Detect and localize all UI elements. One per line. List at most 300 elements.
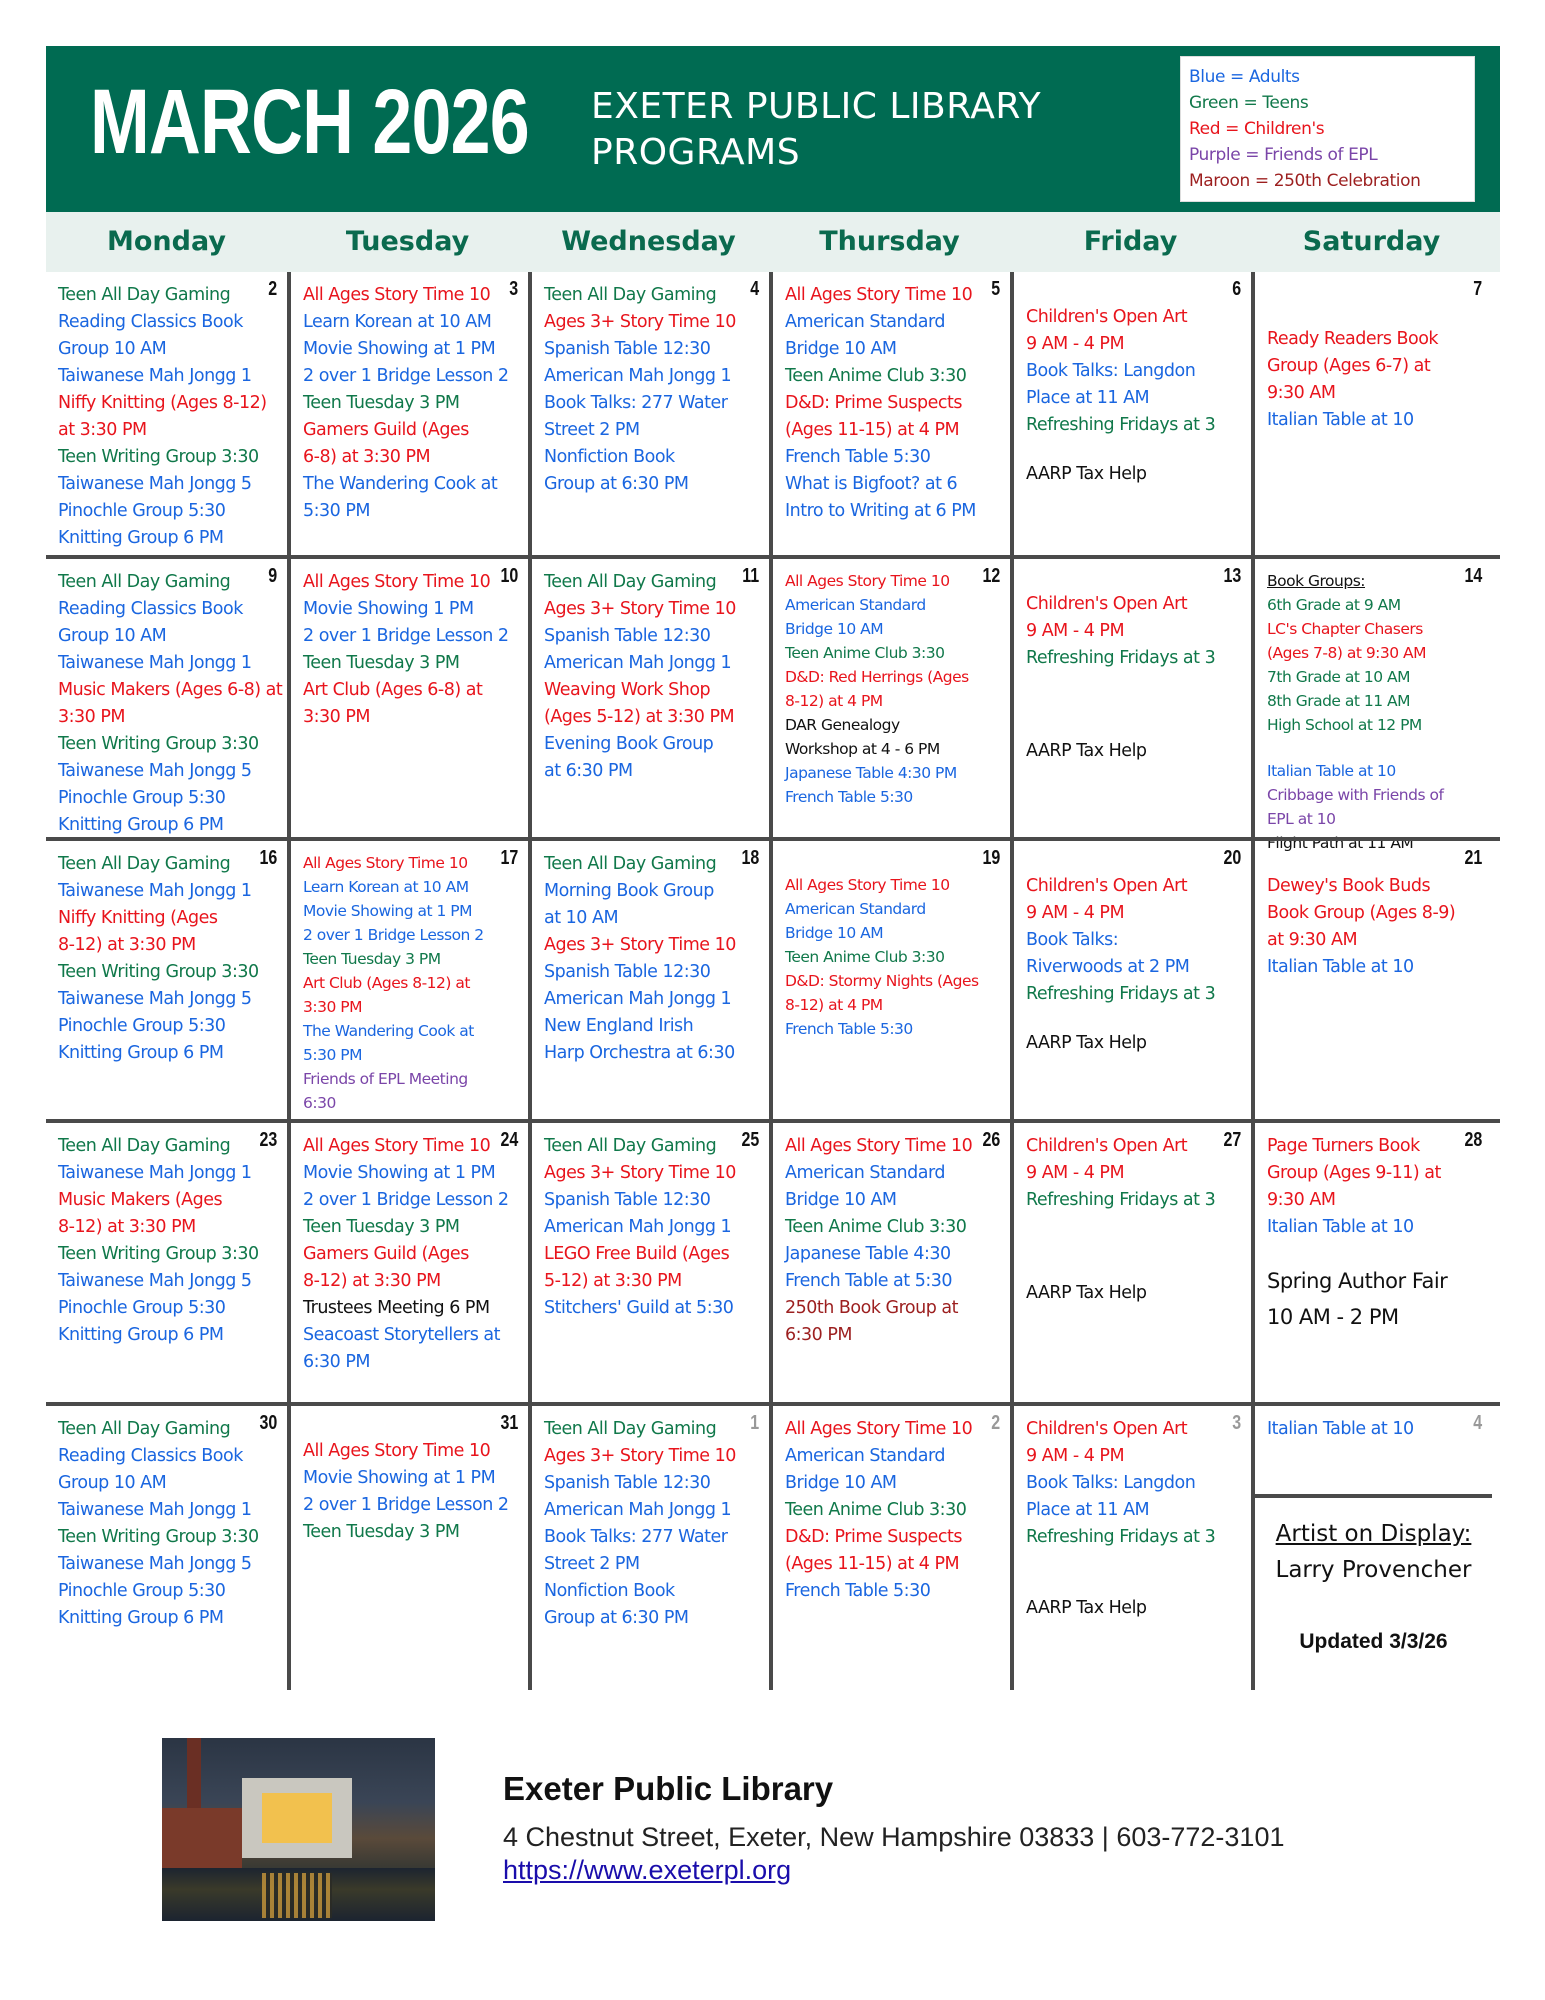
event-item: Japanese Table 4:30 xyxy=(785,1244,951,1264)
weekday-friday: Friday xyxy=(1083,226,1178,257)
spacer xyxy=(1026,1236,1243,1258)
event-item: All Ages Story Time 10 xyxy=(785,876,950,894)
event-item: Children's Open Art xyxy=(1026,594,1188,614)
event-item: Refreshing Fridays at 3 xyxy=(1026,984,1216,1004)
event-item: French Table 5:30 xyxy=(785,788,913,806)
event-item: Taiwanese Mah Jongg 5 xyxy=(58,1554,252,1574)
event-item: Reading Classics Book xyxy=(58,312,243,332)
spacer xyxy=(1026,282,1243,304)
legend-adults: Blue = Adults xyxy=(1189,67,1300,87)
event-item: Cribbage with Friends of xyxy=(1267,786,1444,804)
day-number: 13 xyxy=(1223,565,1241,587)
subtitle-line-1: EXETER PUBLIC LIBRARY xyxy=(591,86,1042,127)
event-item: Refreshing Fridays at 3 xyxy=(1026,1527,1216,1547)
event-item: EPL at 10 xyxy=(1267,810,1336,828)
day-number: 12 xyxy=(982,565,1000,587)
day-number: 6 xyxy=(1232,278,1241,300)
event-item: Spanish Table 12:30 xyxy=(544,339,711,359)
day-number: 7 xyxy=(1473,278,1482,300)
event-item: Book Talks: Langdon xyxy=(1026,1473,1196,1493)
event-item: All Ages Story Time 10 xyxy=(303,572,491,592)
day-cell xyxy=(1251,1123,1492,1402)
event-item: Group (Ages 9-11) at xyxy=(1267,1163,1441,1183)
event-item: Teen All Day Gaming xyxy=(58,854,231,874)
day-number: 25 xyxy=(741,1129,759,1151)
event-item: Pinochle Group 5:30 xyxy=(58,1581,226,1601)
event-item: Children's Open Art xyxy=(1026,876,1188,896)
event-item: Evening Book Group xyxy=(544,734,714,754)
event-item: Bridge 10 AM xyxy=(785,620,884,638)
event-item: Music Makers (Ages 6-8) at xyxy=(58,680,283,700)
event-item: Nonfiction Book xyxy=(544,1581,675,1601)
event-item: Reading Classics Book xyxy=(58,1446,243,1466)
day-cell xyxy=(1251,272,1492,555)
spacer xyxy=(1026,569,1243,591)
footer-address: 4 Chestnut Street, Exeter, New Hampshire 03833 | 603-772-3101 xyxy=(503,1822,1285,1852)
spacer xyxy=(1026,851,1243,873)
event-item: Group at 6:30 PM xyxy=(544,1608,689,1628)
day-number: 14 xyxy=(1464,565,1482,587)
event-item: Pinochle Group 5:30 xyxy=(58,788,226,808)
event-item: Teen Tuesday 3 PM xyxy=(303,653,460,673)
event-item: Place at 11 AM xyxy=(1026,1500,1150,1520)
day-cell xyxy=(528,1406,769,1690)
footer-library-name: Exeter Public Library xyxy=(503,1770,834,1807)
event-item: Teen Writing Group 3:30 xyxy=(58,1527,259,1547)
event-item: Music Makers (Ages xyxy=(58,1190,223,1210)
event-item: Teen All Day Gaming xyxy=(544,1136,717,1156)
event-item: Movie Showing 1 PM xyxy=(303,599,474,619)
event-item: D&D: Red Herrings (Ages xyxy=(785,668,969,686)
day-cell xyxy=(1010,272,1251,555)
artist-on-display xyxy=(1255,1494,1492,1654)
event-item: Teen All Day Gaming xyxy=(544,1419,717,1439)
day-cell xyxy=(1010,1406,1251,1690)
event-item: Ages 3+ Story Time 10 xyxy=(544,1163,736,1183)
spacer xyxy=(1026,439,1243,461)
event-item: Movie Showing at 1 PM xyxy=(303,1163,496,1183)
event-item: American Standard xyxy=(785,312,945,332)
event-item: AARP Tax Help xyxy=(1026,1283,1147,1303)
event-item: Movie Showing at 1 PM xyxy=(303,1468,496,1488)
day-cell xyxy=(1010,841,1251,1119)
day-number: 2 xyxy=(268,278,277,300)
event-item: 3:30 PM xyxy=(58,707,126,727)
event-item: 7th Grade at 10 AM xyxy=(1267,668,1411,686)
day-cell xyxy=(287,1123,528,1402)
day-cell xyxy=(1251,559,1492,852)
day-cell xyxy=(769,272,1010,555)
event-item: Teen All Day Gaming xyxy=(58,1136,231,1156)
event-item: Teen All Day Gaming xyxy=(544,854,717,874)
day-number: 19 xyxy=(982,847,1000,869)
event-item: American Standard xyxy=(785,1446,945,1466)
day-number: 10 xyxy=(500,565,518,587)
event-item: 8-12) at 3:30 PM xyxy=(303,1271,441,1291)
event-item: Children's Open Art xyxy=(1026,1136,1188,1156)
event-item: Book Talks: 277 Water xyxy=(544,393,728,413)
event-item: at 9:30 AM xyxy=(1267,930,1358,950)
event-item: Italian Table at 10 xyxy=(1267,1217,1414,1237)
event-item: Teen Tuesday 3 PM xyxy=(303,1217,460,1237)
event-item: Taiwanese Mah Jongg 5 xyxy=(58,761,252,781)
event-item: AARP Tax Help xyxy=(1026,464,1147,484)
event-item: Bridge 10 AM xyxy=(785,924,884,942)
event-item: Teen Anime Club 3:30 xyxy=(785,948,945,966)
event-item: 5:30 PM xyxy=(303,501,371,521)
event-item: Seacoast Storytellers at xyxy=(303,1325,501,1345)
event-item: 6:30 xyxy=(303,1094,336,1112)
calendar-header xyxy=(46,46,1500,212)
event-item: Ages 3+ Story Time 10 xyxy=(544,312,736,332)
day-cell xyxy=(46,841,287,1119)
event-item: Teen All Day Gaming xyxy=(58,572,231,592)
event-item: American Standard xyxy=(785,900,926,918)
event-item: Teen All Day Gaming xyxy=(58,1419,231,1439)
day-number: 3 xyxy=(509,278,518,300)
event-item: Teen All Day Gaming xyxy=(58,285,231,305)
day-number: 24 xyxy=(500,1129,518,1151)
event-item: Teen Writing Group 3:30 xyxy=(58,447,259,467)
event-item: Pinochle Group 5:30 xyxy=(58,501,226,521)
event-item: Page Turners Book xyxy=(1267,1136,1420,1156)
event-section-heading: Book Groups: xyxy=(1267,572,1365,590)
event-item: 8-12) at 4 PM xyxy=(785,692,883,710)
event-item: All Ages Story Time 10 xyxy=(785,1419,973,1439)
event-item: Knitting Group 6 PM xyxy=(58,528,224,548)
subtitle-line-2: PROGRAMS xyxy=(591,132,801,173)
event-item: D&D: Prime Suspects xyxy=(785,393,963,413)
spacer xyxy=(1267,1241,1484,1263)
event-item: 2 over 1 Bridge Lesson 2 xyxy=(303,366,509,386)
event-item: French Table 5:30 xyxy=(785,1581,931,1601)
event-item: Teen Writing Group 3:30 xyxy=(58,962,259,982)
event-item: 6-8) at 3:30 PM xyxy=(303,447,431,467)
weekday-monday: Monday xyxy=(107,226,226,257)
event-item: Book Group (Ages 8-9) xyxy=(1267,903,1456,923)
event-item: 8-12) at 3:30 PM xyxy=(58,935,196,955)
event-item: Italian Table at 10 xyxy=(1267,1419,1414,1439)
event-item: American Standard xyxy=(785,596,926,614)
event-item: Ages 3+ Story Time 10 xyxy=(544,935,736,955)
legend-teens: Green = Teens xyxy=(1189,93,1309,113)
event-item: All Ages Story Time 10 xyxy=(785,1136,973,1156)
event-item: Niffy Knitting (Ages 8-12) xyxy=(58,393,267,413)
day-cell xyxy=(528,1123,769,1402)
event-item: Teen All Day Gaming xyxy=(544,285,717,305)
event-item: Taiwanese Mah Jongg 5 xyxy=(58,1271,252,1291)
event-item: Street 2 PM xyxy=(544,1554,640,1574)
event-item: Spanish Table 12:30 xyxy=(544,626,711,646)
event-item: American Mah Jongg 1 xyxy=(544,989,732,1009)
event-item: 6th Grade at 9 AM xyxy=(1267,596,1401,614)
event-item: Bridge 10 AM xyxy=(785,1190,897,1210)
event-item: 9 AM - 4 PM xyxy=(1026,621,1125,641)
day-cell xyxy=(769,559,1010,837)
day-cell xyxy=(528,841,769,1119)
event-item: Ages 3+ Story Time 10 xyxy=(544,599,736,619)
spacer xyxy=(1026,1214,1243,1236)
event-item: Morning Book Group xyxy=(544,881,714,901)
event-item: Movie Showing at 1 PM xyxy=(303,902,473,920)
event-item: Movie Showing at 1 PM xyxy=(303,339,496,359)
event-item: Trustees Meeting 6 PM xyxy=(303,1298,490,1318)
day-number: 31 xyxy=(500,1412,518,1434)
event-item: Teen Anime Club 3:30 xyxy=(785,644,945,662)
event-item: Taiwanese Mah Jongg 1 xyxy=(58,653,252,673)
spacer xyxy=(1267,304,1484,326)
event-item: Knitting Group 6 PM xyxy=(58,1325,224,1345)
event-item: Workshop at 4 - 6 PM xyxy=(785,740,940,758)
event-item: AARP Tax Help xyxy=(1026,1598,1147,1618)
spacer xyxy=(785,851,1002,873)
event-item: Flight Path at 11 AM xyxy=(1267,834,1414,852)
day-cell xyxy=(287,1406,528,1690)
day-number: 3 xyxy=(1232,1412,1241,1434)
event-item: 8th Grade at 11 AM xyxy=(1267,692,1411,710)
event-item: Harp Orchestra at 6:30 xyxy=(544,1043,735,1063)
event-item: Reading Classics Book xyxy=(58,599,243,619)
week-row xyxy=(46,1119,1500,1402)
week-row xyxy=(46,272,1500,555)
event-item: D&D: Stormy Nights (Ages xyxy=(785,972,979,990)
event-item: French Table 5:30 xyxy=(785,1020,913,1038)
event-item: at 10 AM xyxy=(544,908,619,928)
event-item: Group at 6:30 PM xyxy=(544,474,689,494)
event-item: Knitting Group 6 PM xyxy=(58,1043,224,1063)
event-item: American Standard xyxy=(785,1163,945,1183)
week-row xyxy=(46,555,1500,852)
day-cell xyxy=(46,272,287,555)
event-item: 6:30 PM xyxy=(785,1325,853,1345)
day-number: 11 xyxy=(742,565,759,587)
day-number: 4 xyxy=(1473,1412,1482,1434)
event-item: Group (Ages 6-7) at xyxy=(1267,356,1431,376)
event-item: Ages 3+ Story Time 10 xyxy=(544,1446,736,1466)
day-number: 26 xyxy=(982,1129,1000,1151)
event-item: 3:30 PM xyxy=(303,707,371,727)
event-item: All Ages Story Time 10 xyxy=(785,572,950,590)
event-item: at 6:30 PM xyxy=(544,761,633,781)
event-item: Taiwanese Mah Jongg 1 xyxy=(58,1500,252,1520)
event-item: Group 10 AM xyxy=(58,626,167,646)
event-item: 250th Book Group at xyxy=(785,1298,958,1318)
event-item: AARP Tax Help xyxy=(1026,741,1147,761)
day-cell xyxy=(769,1123,1010,1402)
event-item: American Mah Jongg 1 xyxy=(544,366,732,386)
spacer xyxy=(1026,1008,1243,1030)
event-item: LEGO Free Build (Ages xyxy=(544,1244,730,1264)
event-item: Friends of EPL Meeting xyxy=(303,1070,468,1088)
event-item: (Ages 11-15) at 4 PM xyxy=(785,1554,960,1574)
day-number: 18 xyxy=(741,847,759,869)
spacer xyxy=(1267,851,1484,873)
event-item: Stitchers' Guild at 5:30 xyxy=(544,1298,734,1318)
event-item: Group 10 AM xyxy=(58,339,167,359)
event-item: 6:30 PM xyxy=(303,1352,371,1372)
event-item: Learn Korean at 10 AM xyxy=(303,878,469,896)
updated-date: Updated 3/3/26 xyxy=(1299,1630,1448,1653)
event-item: Learn Korean at 10 AM xyxy=(303,312,492,332)
event-item: What is Bigfoot? at 6 xyxy=(785,474,958,494)
day-number: 30 xyxy=(259,1412,277,1434)
event-item: Teen Anime Club 3:30 xyxy=(785,366,967,386)
event-item: at 3:30 PM xyxy=(58,420,147,440)
event-item: French Table 5:30 xyxy=(785,447,931,467)
event-item: 9 AM - 4 PM xyxy=(1026,334,1125,354)
event-item: Teen Writing Group 3:30 xyxy=(58,1244,259,1264)
event-item: Taiwanese Mah Jongg 1 xyxy=(58,1163,252,1183)
event-item: DAR Genealogy xyxy=(785,716,900,734)
event-item: Gamers Guild (Ages xyxy=(303,1244,469,1264)
spacer xyxy=(1026,694,1243,716)
spacer xyxy=(1026,672,1243,694)
event-item: Italian Table at 10 xyxy=(1267,410,1414,430)
event-item: (Ages 11-15) at 4 PM xyxy=(785,420,960,440)
event-item: Street 2 PM xyxy=(544,420,640,440)
event-item: 9:30 AM xyxy=(1267,1190,1336,1210)
day-cell xyxy=(46,1123,287,1402)
event-item: Bridge 10 AM xyxy=(785,339,897,359)
event-item: American Mah Jongg 1 xyxy=(544,1217,732,1237)
weekday-saturday: Saturday xyxy=(1302,226,1441,257)
event-item: The Wandering Cook at xyxy=(303,1022,474,1040)
event-item: Italian Table at 10 xyxy=(1267,957,1414,977)
event-item: 2 over 1 Bridge Lesson 2 xyxy=(303,1190,509,1210)
event-item: Teen Anime Club 3:30 xyxy=(785,1217,967,1237)
event-item: Teen All Day Gaming xyxy=(544,572,717,592)
event-item: All Ages Story Time 10 xyxy=(303,1136,491,1156)
day-number: 5 xyxy=(991,278,1000,300)
event-item: Gamers Guild (Ages xyxy=(303,420,469,440)
event-item: Ready Readers Book xyxy=(1267,329,1439,349)
event-item: Book Talks: Langdon xyxy=(1026,361,1196,381)
event-item: All Ages Story Time 10 xyxy=(303,285,491,305)
event-item: 2 over 1 Bridge Lesson 2 xyxy=(303,626,509,646)
event-item: D&D: Prime Suspects xyxy=(785,1527,963,1547)
day-number: 28 xyxy=(1464,1129,1482,1151)
artist-name: Larry Provencher xyxy=(1275,1557,1472,1583)
day-number: 23 xyxy=(259,1129,277,1151)
event-item: Teen Tuesday 3 PM xyxy=(303,393,460,413)
event-item: Niffy Knitting (Ages xyxy=(58,908,218,928)
event-item: Dewey's Book Buds xyxy=(1267,876,1431,896)
event-item: French Table at 5:30 xyxy=(785,1271,952,1291)
weekday-thursday: Thursday xyxy=(819,226,960,257)
day-number: 16 xyxy=(259,847,277,869)
event-item: LC's Chapter Chasers xyxy=(1267,620,1423,638)
event-item: AARP Tax Help xyxy=(1026,1033,1147,1053)
day-cell xyxy=(528,272,769,555)
day-cell xyxy=(287,841,528,1119)
event-item: Group 10 AM xyxy=(58,1473,167,1493)
month-title: MARCH 2026 xyxy=(90,71,529,173)
spacer xyxy=(1026,1258,1243,1280)
weekday-tuesday: Tuesday xyxy=(345,226,470,257)
legend-children: Red = Children's xyxy=(1189,119,1325,139)
program-subtitle xyxy=(591,84,1041,176)
event-item: Spanish Table 12:30 xyxy=(544,962,711,982)
spacer xyxy=(1267,737,1484,759)
calendar-grid xyxy=(46,272,1500,1690)
event-item: Pinochle Group 5:30 xyxy=(58,1298,226,1318)
day-cell xyxy=(46,1406,287,1690)
event-item: Book Talks: 277 Water xyxy=(544,1527,728,1547)
library-photo xyxy=(162,1738,435,1921)
legend-friends: Purple = Friends of EPL xyxy=(1189,145,1378,165)
event-item: Teen Anime Club 3:30 xyxy=(785,1500,967,1520)
day-number: 1 xyxy=(750,1412,759,1434)
event-item: Children's Open Art xyxy=(1026,307,1188,327)
event-item: Japanese Table 4:30 PM xyxy=(785,764,957,782)
week-row xyxy=(46,1402,1500,1690)
event-item: Refreshing Fridays at 3 xyxy=(1026,415,1216,435)
event-item: American Mah Jongg 1 xyxy=(544,1500,732,1520)
event-item: Nonfiction Book xyxy=(544,447,675,467)
color-legend xyxy=(1180,56,1475,202)
event-item: All Ages Story Time 10 xyxy=(785,285,973,305)
event-item: 3:30 PM xyxy=(303,998,362,1016)
event-item: New England Irish xyxy=(544,1016,694,1036)
spacer xyxy=(1267,282,1484,304)
event-item: Weaving Work Shop xyxy=(544,680,711,700)
day-cell xyxy=(1251,841,1492,1119)
footer-website-link[interactable]: https://www.exeterpl.org xyxy=(503,1855,792,1885)
day-cell xyxy=(528,559,769,837)
day-number: 9 xyxy=(268,565,277,587)
event-item: Teen Tuesday 3 PM xyxy=(303,950,441,968)
day-number: 27 xyxy=(1223,1129,1241,1151)
event-item: All Ages Story Time 10 xyxy=(303,854,468,872)
event-item: 9 AM - 4 PM xyxy=(1026,1446,1125,1466)
event-item: Art Club (Ages 8-12) at xyxy=(303,974,470,992)
day-number: 17 xyxy=(500,847,518,869)
legend-celebration: Maroon = 250th Celebration xyxy=(1189,171,1421,191)
event-item: Art Club (Ages 6-8) at xyxy=(303,680,483,700)
event-item: Refreshing Fridays at 3 xyxy=(1026,648,1216,668)
event-item: Bridge 10 AM xyxy=(785,1473,897,1493)
event-item: 10 AM - 2 PM xyxy=(1267,1305,1399,1329)
event-item: Italian Table at 10 xyxy=(1267,762,1396,780)
event-item: (Ages 5-12) at 3:30 PM xyxy=(544,707,735,727)
event-item: 8-12) at 4 PM xyxy=(785,996,883,1014)
event-item: Spanish Table 12:30 xyxy=(544,1473,711,1493)
event-item: Riverwoods at 2 PM xyxy=(1026,957,1190,977)
event-item: Knitting Group 6 PM xyxy=(58,1608,224,1628)
day-cell xyxy=(1010,1123,1251,1402)
day-number: 20 xyxy=(1223,847,1241,869)
event-item: 9 AM - 4 PM xyxy=(1026,903,1125,923)
event-item: Book Talks: xyxy=(1026,930,1119,950)
day-cell xyxy=(769,841,1010,1119)
event-item: Taiwanese Mah Jongg 1 xyxy=(58,881,252,901)
event-item: 5:30 PM xyxy=(303,1046,362,1064)
day-cell xyxy=(287,559,528,837)
artist-title: Artist on Display: xyxy=(1275,1521,1472,1547)
weekday-wednesday: Wednesday xyxy=(561,226,736,257)
event-item: 9:30 AM xyxy=(1267,383,1336,403)
event-item: Children's Open Art xyxy=(1026,1419,1188,1439)
event-item: Taiwanese Mah Jongg 5 xyxy=(58,989,252,1009)
day-cell xyxy=(287,272,528,555)
event-item: The Wandering Cook at xyxy=(303,474,498,494)
week-row xyxy=(46,837,1500,1119)
day-number: 2 xyxy=(991,1412,1000,1434)
spacer xyxy=(303,1416,520,1438)
weekday-header-row xyxy=(46,212,1500,272)
event-item: 9 AM - 4 PM xyxy=(1026,1163,1125,1183)
event-item: Spring Author Fair xyxy=(1267,1269,1448,1293)
